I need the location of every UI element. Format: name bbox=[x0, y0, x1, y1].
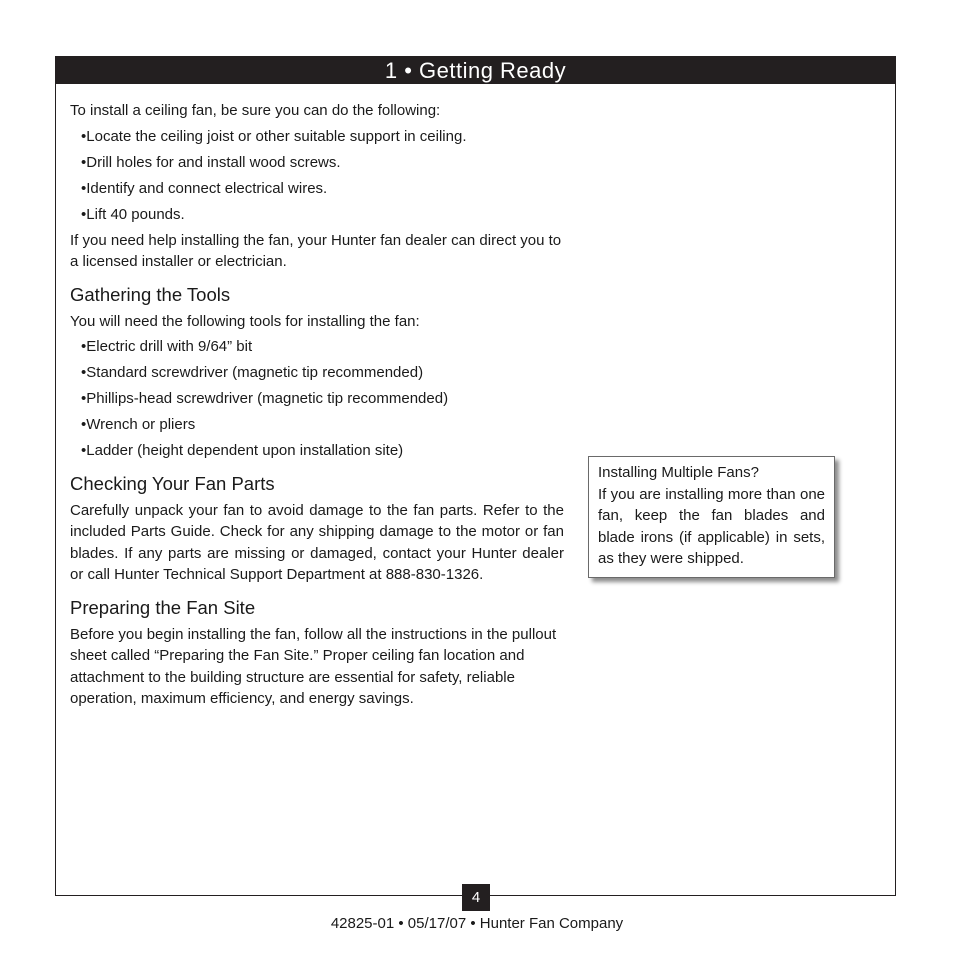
tools-heading: Gathering the Tools bbox=[70, 283, 231, 305]
help-paragraph: If you need help installing the fan, your Hunter fan dealer can direct you to a licensed installer or electrician. bbox=[70, 231, 562, 270]
footer-text: 42825-01 • 05/17/07 • Hunter Fan Company bbox=[330, 915, 624, 932]
list-item: • Lift 40 pounds. bbox=[70, 204, 564, 226]
parts-heading: Checking Your Fan Parts bbox=[70, 472, 275, 494]
list-item: • Standard screwdriver (magnetic tip recommended) bbox=[70, 362, 564, 384]
note-body: If you are installing more than one fan, keep the fan blades and blade irons (if applicable) in sets, as they were shipped. bbox=[598, 485, 825, 567]
list-item: • Electric drill with 9/64” bit bbox=[70, 336, 564, 358]
parts-paragraph: Carefully unpack your fan to avoid damage to the fan parts. Refer to the included Parts Guide. Check for any shipping damage to the motor or fan blades. If any parts are missing or damaged, contact your Hunter dealer or call Hunter Technical Support Department at 888-830-1326. bbox=[70, 501, 564, 583]
list-item: • Locate the ceiling joist or other suitable support in ceiling. bbox=[70, 126, 564, 148]
list-item: • Wrench or pliers bbox=[70, 414, 564, 436]
multiple-fans-note bbox=[588, 456, 835, 578]
list-item: • Identify and connect electrical wires. bbox=[70, 178, 564, 200]
main-content bbox=[70, 100, 564, 710]
list-item: • Phillips-head screwdriver (magnetic tip recommended) bbox=[70, 388, 564, 410]
intro-bullet-list bbox=[70, 126, 564, 226]
tools-bullet-list bbox=[70, 336, 564, 462]
page-number: 4 bbox=[462, 884, 490, 911]
section-title: 1 • Getting Ready bbox=[56, 57, 895, 84]
list-item: • Drill holes for and install wood screws. bbox=[70, 152, 564, 174]
site-paragraph: Before you begin installing the fan, follow all the instructions in the pullout sheet called “Preparing the Fan Site.” Proper ceiling fan location and attachment to the building structure are essential for safety, reliable operation, maximum efficiency, and energy savings. bbox=[70, 625, 557, 707]
note-title: Installing Multiple Fans? bbox=[598, 464, 759, 481]
tools-lead: You will need the following tools for installing the fan: bbox=[70, 312, 420, 330]
site-heading: Preparing the Fan Site bbox=[70, 596, 256, 618]
list-item: • Ladder (height dependent upon installation site) bbox=[70, 440, 564, 462]
intro-lead: To install a ceiling fan, be sure you can do the following: bbox=[70, 102, 441, 119]
